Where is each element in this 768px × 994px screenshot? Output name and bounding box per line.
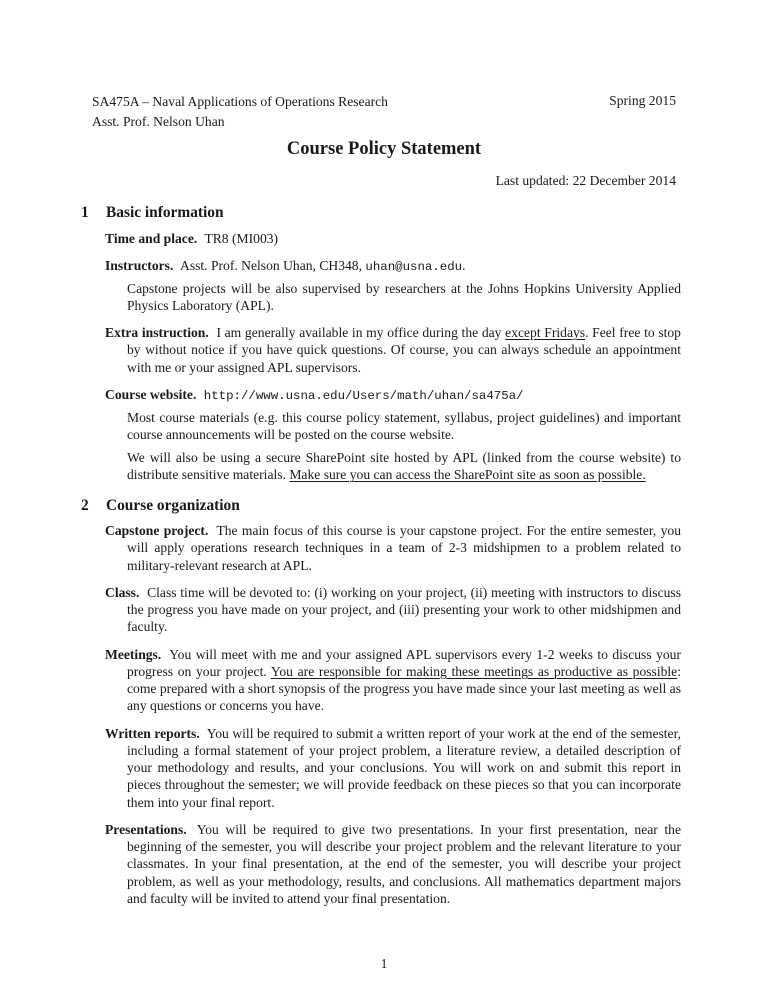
section-number: 2 [81, 496, 89, 514]
entry-term: Instructors. [105, 257, 174, 273]
entry-text: You will be required to submit a written report of your work at the end of the semester, including a formal statement of your project problem, a literature review, a detailed description of your methodology and results, and your conclusions. You will work on and submit this report in pieces throughout the semester; we will provide feedback on these pieces so that you can incorporate them into your final report. [127, 725, 681, 810]
page-number: 1 [380, 956, 388, 971]
entry-subparagraph: Capstone projects will be also supervised by researchers at the Johns Hopkins University Applied Physics Laboratory (APL). [127, 280, 681, 313]
course-website-link[interactable]: http://www.usna.edu/Users/math/uhan/sa475a/ [203, 388, 524, 403]
entry-time-and-place [105, 230, 681, 247]
entry-text: Class time will be devoted to: (i) working on your project, (ii) meeting with instructors to discuss the progress you have made on your project, and (iii) presenting your work to other midshipmen and faculty. [127, 584, 681, 635]
section-heading-course-organization [81, 496, 681, 516]
page-title: Course Policy Statement [286, 139, 482, 159]
entry-instructors [105, 257, 681, 276]
underlined-text: Make sure you can access the SharePoint site as soon as possible. [289, 467, 646, 483]
entry-text: Asst. Prof. Nelson Uhan, CH348, [180, 257, 363, 273]
section-title: Basic information [106, 204, 224, 221]
section-number: 1 [81, 204, 89, 221]
entry-text: You will meet with me and your assigned APL supervisors every 1-2 weeks to discuss your progress on your project. [127, 646, 681, 679]
entry-extra-instruction [105, 324, 681, 376]
entry-term: Extra instruction. [105, 325, 209, 341]
entry-term: Time and place. [105, 230, 198, 246]
entry-written-reports [105, 725, 681, 811]
entry-text-end: : come prepared with a short synopsis of the progress you have made since your last meeting as well as any questions or concerns you have. [127, 663, 681, 714]
underlined-text: except Fridays [505, 325, 586, 341]
entry-text-end: . [462, 257, 466, 273]
document-body [81, 203, 681, 917]
entry-term: Class. [105, 584, 140, 600]
instructor-name: Asst. Prof. Nelson Uhan [92, 114, 225, 129]
entry-term: Presentations. [105, 821, 187, 837]
entry-subparagraph-sharepoint [127, 449, 681, 484]
last-updated: Last updated: 22 December 2014 [495, 173, 676, 188]
entry-text: The main focus of this course is your capstone project. For the entire semester, you will apply operations research techniques in a team of 2-3 midshipmen to a problem related to military-relevant research at APL. [127, 523, 682, 573]
entry-term: Capstone project. [105, 523, 209, 539]
entry-presentations [105, 821, 681, 907]
entry-text: We will also be using a secure SharePoint site hosted by APL (linked from the course website) to distribute sensitive materials. [127, 450, 681, 483]
entry-term: Written reports. [105, 725, 200, 741]
section-title: Course organization [106, 496, 240, 514]
entry-text-end: . Feel free to stop by without notice if you have quick questions. Of course, you can always schedule an appointment with me or your assigned APL supervisors. [127, 325, 681, 375]
entry-text: You will be required to give two presentations. In your first presentation, near the beginning of the semester, you will describe your project problem and the relevant literature to your classmates. In your final presentation, at the end of the semester, you will describe your project problem, as well as your methodology, results, and conclusions. All mathematics department majors and faculty will be invited to attend your final presentation. [127, 821, 681, 906]
entry-term: Course website. [105, 386, 197, 402]
entry-term: Meetings. [105, 646, 162, 662]
entry-course-website [105, 386, 681, 405]
term-label: Spring 2015 [609, 93, 676, 108]
underlined-text: You are responsible for making these meetings as productive as possible [270, 663, 678, 679]
course-header [92, 92, 388, 132]
section-heading-basic-information [81, 203, 681, 223]
entry-meetings [105, 646, 681, 715]
entry-class [105, 584, 681, 636]
entry-subparagraph: Most course materials (e.g. this course policy statement, syllabus, project guidelines) and important course announcements will be posted on the course website. [127, 409, 681, 442]
entry-capstone-project [105, 522, 681, 574]
entry-text: TR8 (MI003) [204, 230, 279, 246]
course-name: SA475A – Naval Applications of Operations Research [92, 94, 388, 109]
entry-text: I am generally available in my office during the day [216, 325, 502, 341]
instructor-email-link[interactable]: uhan@usna.edu [365, 259, 463, 274]
